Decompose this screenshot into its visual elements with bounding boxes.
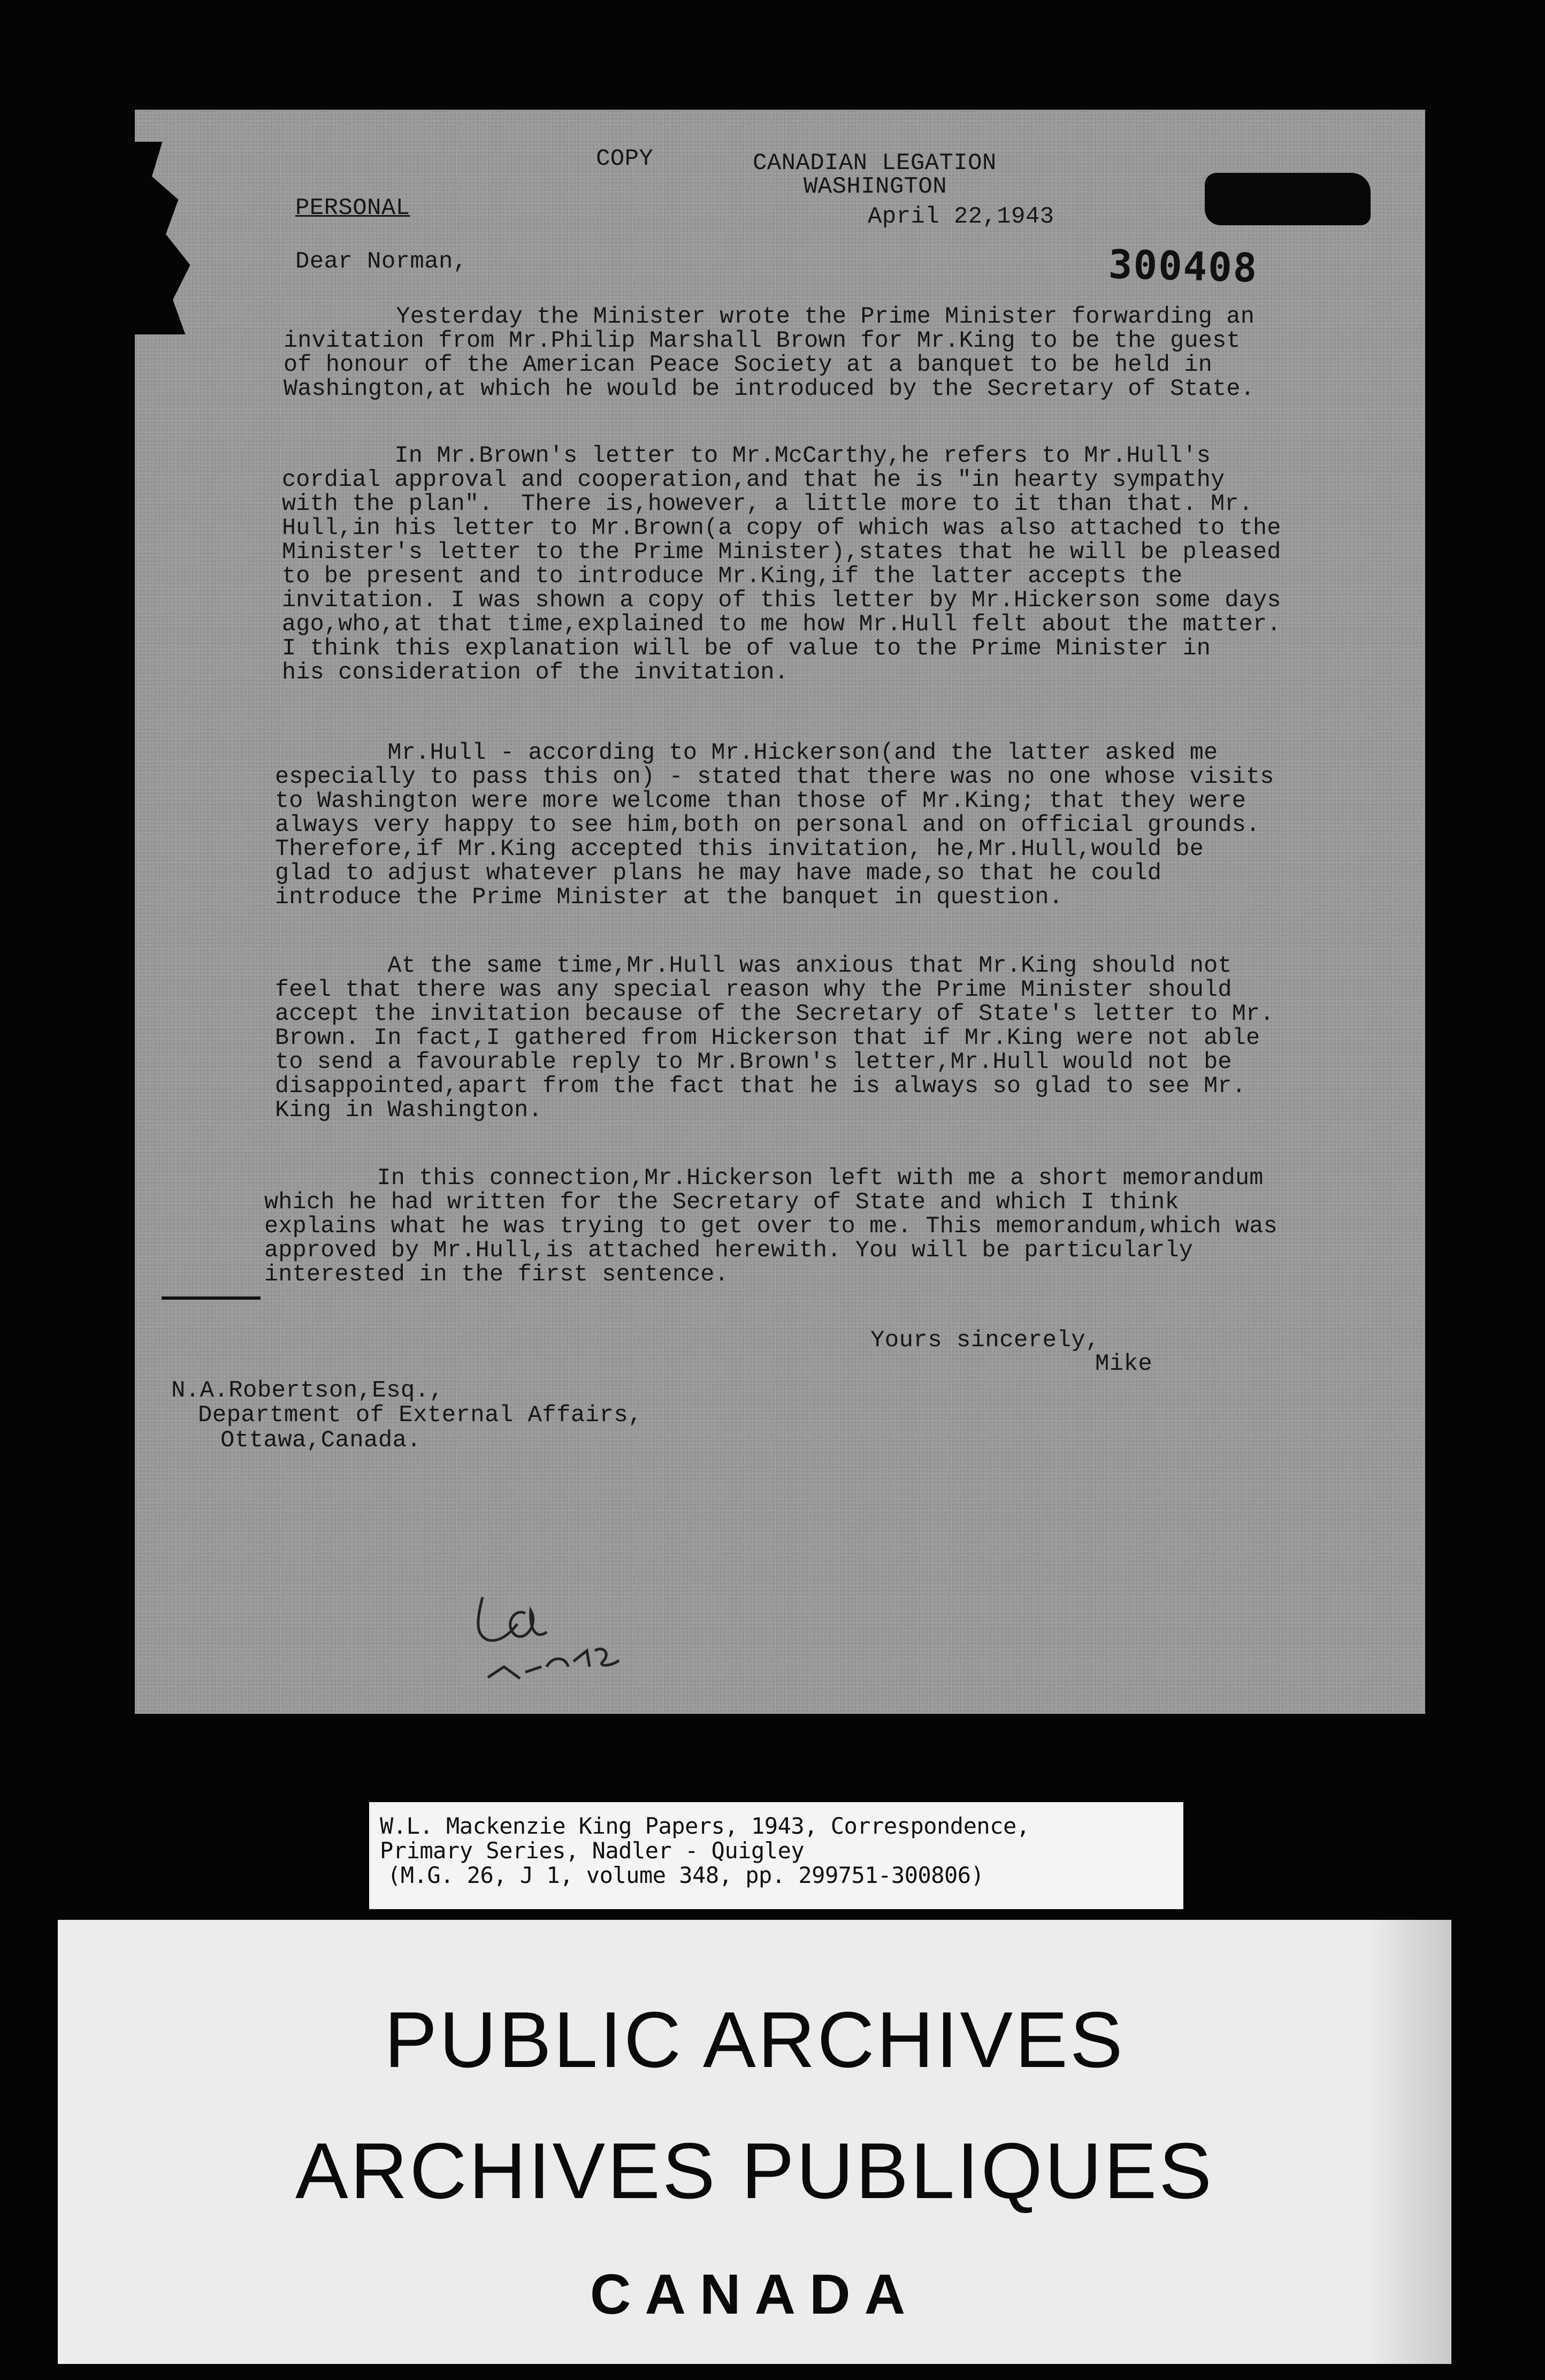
citation-line2: Primary Series, Nadler - Quigley [380,1837,805,1864]
archives-banner [58,1920,1451,2364]
banner-line3: CANADA [590,2263,920,2326]
addressee-city: Ottawa,Canada. [220,1427,422,1454]
addressee-department: Department of External Affairs, [198,1402,643,1429]
margin-dash [162,1296,261,1300]
citation-line1: W.L. Mackenzie King Papers, 1943, Correspondence, [380,1813,1030,1839]
handwritten-initials [466,1586,648,1694]
file-number-stamp: 300408 [1107,241,1259,292]
paragraph-5: In this connection,Mr.Hickerson left with me a short memorandum which he had written for the Secretary of State and which I think explains what he was trying to get over to me. This memorandum,which was approved by Mr.Hull,is attached herewith. You will be particularly interested in the first sentence. [264,1165,1278,1288]
paragraph-4: At the same time,Mr.Hull was anxious that Mr.King should not feel that there was any special reason why the Prime Minister should accept the invitation because of the Secretary of State's letter to Mr. Brown. In fact,I gathered from Hickerson that if Mr.King were not able to send a favourable reply to Mr.Brown's letter,Mr.Hull would not be disappointed,apart from the fact that he is always so glad to see Mr. King in Washington. [275,953,1274,1124]
paragraph-3: Mr.Hull - according to Mr.Hickerson(and the latter asked me especially to pass this on) - stated that there was no one whose visits to Washington were more welcome than those of Mr.King; that they were always very happy to see him,both on personal and on official grounds. Therefore,if Mr.King accepted this invitation, he,Mr.Hull,would be glad to adjust whatever plans he may have made,so that he could introduce the Prime Minister at the banquet in question. [275,740,1274,911]
signature: Mike [1095,1351,1153,1377]
copy-mark: COPY [596,146,654,172]
letter-sheet [135,110,1425,1714]
banner-line1: PUBLIC ARCHIVES [384,1996,1125,2084]
banner-line2: ARCHIVES PUBLIQUES [295,2127,1214,2215]
personal-mark: PERSONAL [295,195,410,222]
paragraph-2: In Mr.Brown's letter to Mr.McCarthy,he refers to Mr.Hull's cordial approval and cooperation,and that he is "in hearty sympathy with the plan". There is,however, a little more to it than that. Mr. Hull,in his letter to Mr.Brown(a copy of which was also attached to the Minister's letter to the Prime Minister),states that he will be pleased to be present and to introduce Mr.King,if the latter accepts the invitation. I was shown a copy of this letter by Mr.Hickerson some days ago,who,at that time,explained to me how Mr.Hull felt about the matter. I think this explanation will be of value to the Prime Minister in his consideration of the invitation. [282,443,1281,686]
citation-label [369,1802,1183,1909]
redaction-block [1205,173,1371,225]
letter-date: April 22,1943 [868,203,1054,230]
addressee-name: N.A.Robertson,Esq., [171,1377,444,1404]
letterhead-line1: CANADIAN LEGATION [753,150,997,177]
torn-corner [124,142,194,334]
letterhead-line2: WASHINGTON [804,173,947,200]
closing: Yours sincerely, [870,1327,1100,1354]
citation-line3: (M.G. 26, J 1, volume 348, pp. 299751-300806) [387,1862,984,1888]
paragraph-1: Yesterday the Minister wrote the Prime Minister forwarding an invitation from Mr.Philip Marshall Brown for Mr.King to be the guest of honour of the American Peace Society at a banquet to be held in Washington,at which he would be introduced by the Secretary of State. [284,304,1255,402]
salutation: Dear Norman, [295,248,468,275]
